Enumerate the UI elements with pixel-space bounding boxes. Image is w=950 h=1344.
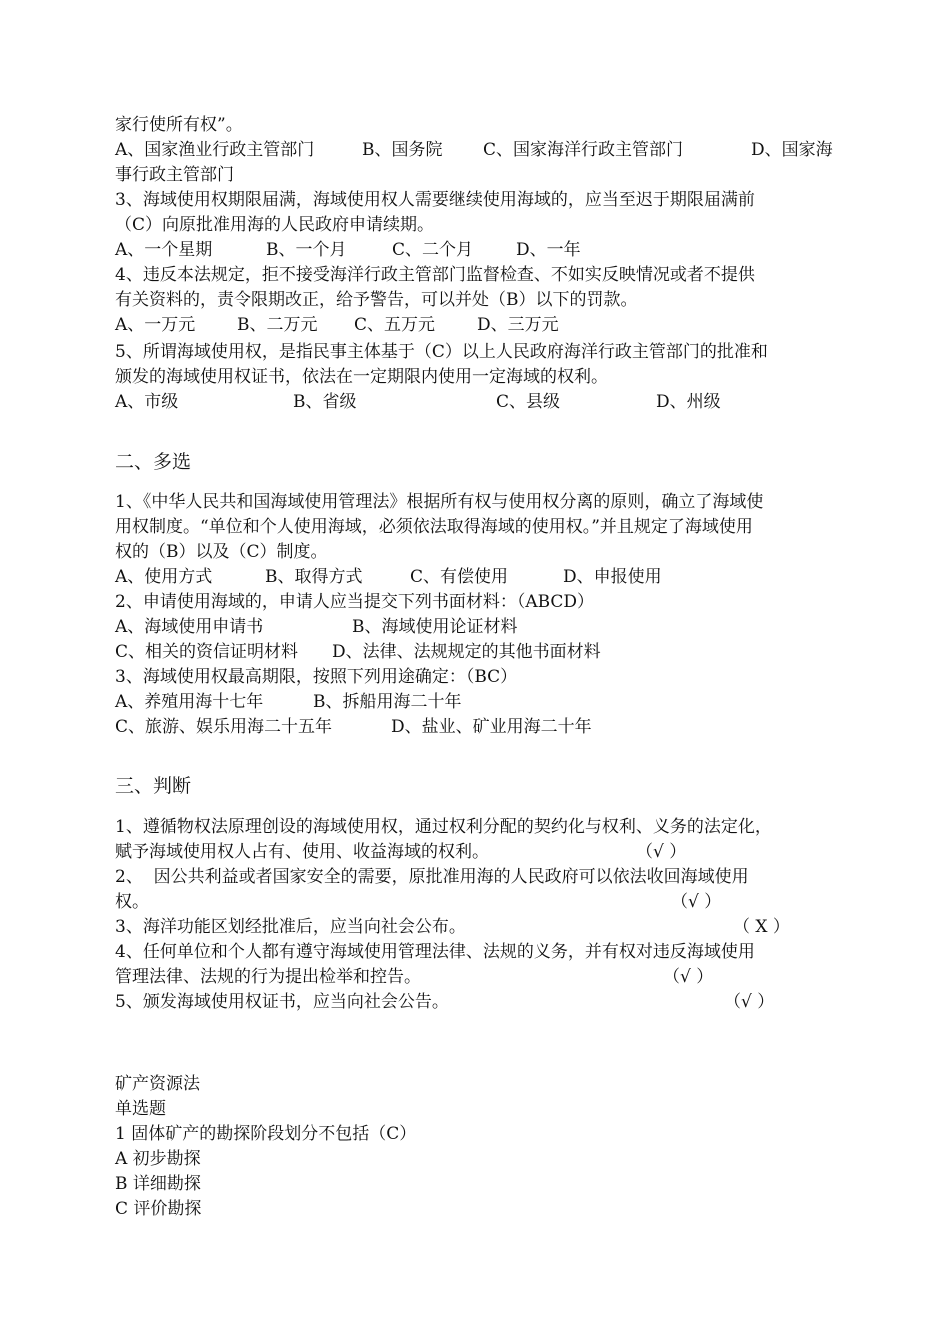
j2-line2: 权。 xyxy=(115,892,149,912)
m2-option-a: A、海域使用申请书 xyxy=(115,617,264,637)
q4-option-a: A、一万元 xyxy=(115,315,196,335)
q3-line2: （C）向原批准用海的人民政府申请续期。 xyxy=(115,215,435,235)
m3-option-b: B、拆船用海二十年 xyxy=(313,692,462,712)
q5-option-c: C、县级 xyxy=(496,392,561,412)
j4-line1: 4、任何单位和个人都有遵守海域使用管理法律、法规的义务，并有权对违反海域使用 xyxy=(115,942,755,962)
m2-option-c: C、相关的资信证明材料 xyxy=(115,642,299,662)
q5-option-d: D、州级 xyxy=(656,392,721,412)
q4-option-c: C、五万元 xyxy=(354,315,436,335)
q5-option-a: A、市级 xyxy=(115,392,179,412)
q3-line1: 3、海域使用权期限届满，海域使用权人需要继续使用海域的，应当至迟于期限届满前 xyxy=(115,190,755,210)
mineral-q1: 1 固体矿产的勘探阶段划分不包括（C） xyxy=(115,1124,417,1144)
mineral-subtitle: 单选题 xyxy=(115,1099,166,1119)
m1-option-d: D、申报使用 xyxy=(563,567,662,587)
q2-option-a: A、国家渔业行政主管部门 xyxy=(115,140,315,160)
m1-line2: 用权制度。“单位和个人使用海域，必须依法取得海域的使用权。”并且规定了海域使用 xyxy=(115,517,753,537)
q4-option-b: B、二万元 xyxy=(237,315,318,335)
mineral-option-b: B 详细勘探 xyxy=(115,1174,201,1194)
m3-option-a: A、养殖用海十七年 xyxy=(115,692,264,712)
mineral-title: 矿产资源法 xyxy=(115,1074,200,1094)
j5-answer: （√ ） xyxy=(724,992,775,1012)
m1-line1: 1、《中华人民共和国海域使用管理法》根据所有权与使用权分离的原则，确立了海域使 xyxy=(115,492,764,512)
j2-line1: 2、 因公共利益或者国家安全的需要，原批准用海的人民政府可以依法收回海域使用 xyxy=(115,867,749,887)
m3-option-c: C、旅游、娱乐用海二十五年 xyxy=(115,717,333,737)
m2-line1: 2、申请使用海域的，申请人应当提交下列书面材料：（ABCD） xyxy=(115,592,595,612)
j5-line1: 5、颁发海域使用权证书，应当向社会公告。 xyxy=(115,992,449,1012)
q4-line2: 有关资料的，责令限期改正，给予警告，可以并处（B）以下的罚款。 xyxy=(115,290,638,310)
j4-line2: 管理法律、法规的行为提出检举和控告。 xyxy=(115,967,421,987)
m3-line1: 3、海域使用权最高期限，按照下列用途确定：（BC） xyxy=(115,667,518,687)
j2-answer: （√ ） xyxy=(671,892,722,912)
j1-line1: 1、遵循物权法原理创设的海域使用权，通过权利分配的契约化与权利、义务的法定化， xyxy=(115,817,772,837)
q5-option-b: B、省级 xyxy=(293,392,357,412)
q2-option-d: D、国家海 xyxy=(751,140,833,160)
q4-line1: 4、违反本法规定，拒不接受海洋行政主管部门监督检查、不如实反映情况或者不提供 xyxy=(115,265,755,285)
q2-tail: 家行使所有权”。 xyxy=(115,115,243,135)
q4-option-d: D、三万元 xyxy=(477,315,559,335)
q3-option-a: A、一个星期 xyxy=(115,240,213,260)
mineral-option-c: C 评价勘探 xyxy=(115,1199,202,1219)
m3-option-d: D、盐业、矿业用海二十年 xyxy=(391,717,592,737)
q3-option-b: B、一个月 xyxy=(266,240,347,260)
m1-line3: 权的（B）以及（C）制度。 xyxy=(115,542,328,562)
section-heading-judge: 三、判断 xyxy=(115,775,192,797)
j4-answer: （√ ） xyxy=(663,967,714,987)
m1-option-b: B、取得方式 xyxy=(265,567,363,587)
q5-line1: 5、所谓海域使用权，是指民事主体基于（C）以上人民政府海洋行政主管部门的批准和 xyxy=(115,342,768,362)
j1-line2: 赋予海域使用权人占有、使用、收益海域的权利。 xyxy=(115,842,489,862)
q3-option-d: D、一年 xyxy=(516,240,581,260)
m2-option-d: D、法律、法规规定的其他书面材料 xyxy=(332,642,601,662)
q2-option-b: B、国务院 xyxy=(362,140,443,160)
section-heading-multi: 二、多选 xyxy=(115,451,192,473)
mineral-option-a: A 初步勘探 xyxy=(115,1149,201,1169)
m1-option-c: C、有偿使用 xyxy=(410,567,509,587)
q5-line2: 颁发的海域使用权证书，依法在一定期限内使用一定海域的权利。 xyxy=(115,367,608,387)
m2-option-b: B、海域使用论证材料 xyxy=(352,617,518,637)
q2-option-c: C、国家海洋行政主管部门 xyxy=(483,140,684,160)
q2-options-tail: 事行政主管部门 xyxy=(115,165,234,185)
j1-answer: （√ ） xyxy=(636,842,687,862)
j3-answer: （ X ） xyxy=(733,917,790,937)
m1-option-a: A、使用方式 xyxy=(115,567,213,587)
j3-line1: 3、海洋功能区划经批准后，应当向社会公布。 xyxy=(115,917,466,937)
q3-option-c: C、二个月 xyxy=(392,240,474,260)
